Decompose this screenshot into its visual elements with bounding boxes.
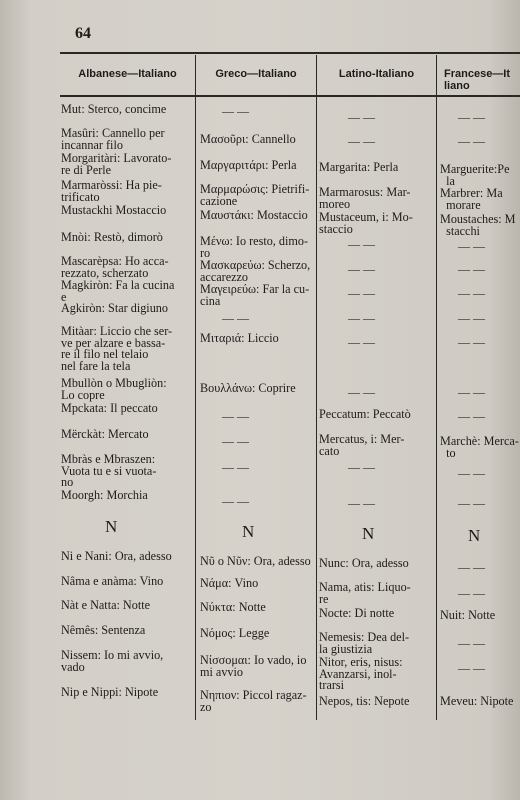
empty-dash: — — (458, 409, 485, 423)
empty-dash: — — (458, 661, 485, 675)
empty-dash: — — (222, 494, 249, 508)
greco-entry: Νύκτα: Notte (200, 600, 266, 614)
empty-dash: — — (348, 496, 375, 510)
column-header-greco: Greco—Italiano (215, 68, 297, 80)
greco-entry: Μιταριά: Liccio (200, 331, 279, 345)
latino-entry: Nama, atis: Liquo- re (319, 580, 411, 606)
greco-entry: Μαυστάκι: Mostaccio (200, 208, 308, 222)
greco-entry: Βουλλάνω: Coprire (200, 381, 296, 395)
albanese-entry: Mbullòn o Mbugliòn: Lo copre (61, 376, 167, 402)
empty-dash: — — (222, 460, 249, 474)
empty-dash: — — (458, 110, 485, 124)
francese-entry: Marbrer: Ma morare (440, 188, 503, 212)
empty-dash: — — (458, 636, 485, 650)
empty-dash: — — (222, 409, 249, 423)
albanese-entry: Nâma e anàma: Vino (61, 574, 164, 588)
empty-dash: — — (348, 311, 375, 325)
section-letter-n: N (242, 522, 255, 541)
column-header-latino: Latino-Italiano (338, 68, 415, 80)
empty-dash: — — (222, 104, 249, 118)
albanese-entry: Mustackhi Mostaccio (61, 203, 167, 217)
albanese-entry: Marmaròssi: Ha pie- trificato (61, 178, 162, 204)
latino-entry: Nepos, tis: Nepote (319, 694, 410, 708)
empty-dash: — — (222, 311, 249, 325)
section-letter-n: N (362, 524, 375, 543)
top-rule (60, 52, 520, 54)
greco-entry: Μασοῦρι: Cannello (200, 132, 296, 146)
empty-dash: — — (458, 496, 485, 510)
francese-entry: Nuit: Notte (440, 610, 496, 622)
albanese-entry: Mbràs e Mbraszen: Vuota tu e si vuota- no (61, 452, 157, 490)
greco-entry: Νόμος: Legge (200, 626, 270, 640)
francese-entry: Meveu: Nipote (440, 696, 514, 708)
albanese-entry: Mpckata: Il peccato (61, 401, 158, 415)
empty-dash: — — (348, 134, 375, 148)
page-number: 64 (75, 25, 91, 42)
greco-entry: Μαρμαρώσις: Pietrifi- cazione (200, 182, 310, 208)
empty-dash: — — (222, 434, 249, 448)
albanese-entry: Ni e Nani: Ora, adesso (61, 549, 172, 563)
albanese-entry: Moorgh: Morchia (61, 488, 148, 502)
empty-dash: — — (348, 110, 375, 124)
albanese-entry: Mërckàt: Mercato (61, 427, 149, 441)
greco-entry: Νῦ ο Νῦν: Ora, adesso (200, 554, 311, 568)
empty-dash: — — (458, 385, 485, 399)
header-rule (60, 95, 520, 97)
column-divider (436, 55, 437, 720)
empty-dash: — — (458, 262, 485, 276)
column-header-francese: Francese—It liano (444, 68, 511, 92)
empty-dash: — — (348, 237, 375, 251)
albanese-entry: Nêmês: Sentenza (61, 623, 146, 637)
latino-entry: Mustaceum, i: Mo- staccio (319, 210, 413, 236)
empty-dash: — — (348, 460, 375, 474)
column-header-albanese: Albanese—Italiano (78, 68, 177, 80)
albanese-entry: Magkiròn: Fa la cucina e (61, 278, 175, 304)
empty-dash: — — (348, 335, 375, 349)
latino-entry: Mercatus, i: Mer- cato (319, 432, 405, 458)
albanese-entry: Nissem: Io mi avvio, vado (61, 648, 164, 674)
francese-entry: Marguerite:Pe la (440, 164, 510, 188)
empty-dash: — — (458, 286, 485, 300)
albanese-entry: Mitàar: Liccio che ser- ve per alzare e bassa- re il filo nel telaio nel fare la tela (61, 324, 173, 373)
albanese-entry: Nip e Nippi: Nipote (61, 685, 159, 699)
empty-dash: — — (458, 335, 485, 349)
albanese-entry: Mnòi: Restò, dimorò (61, 230, 163, 244)
latino-entry: Nocte: Di notte (319, 606, 395, 620)
greco-entry: Νάμα: Vino (200, 576, 259, 590)
greco-entry: Νηπιον: Piccol ragaz- zo (200, 688, 307, 714)
greco-entry: Μαγειρεύω: Far la cu- cina (200, 282, 310, 308)
empty-dash: — — (458, 466, 485, 480)
section-letter-n: N (468, 526, 481, 545)
albanese-entry: Mascarèpsa: Ho acca- rezzato, scherzato (61, 254, 169, 280)
francese-entry: Marchè: Merca- to (440, 436, 519, 460)
empty-dash: — — (458, 134, 485, 148)
francese-entry: Moustaches: M stacchi (440, 214, 516, 238)
empty-dash: — — (348, 262, 375, 276)
empty-dash: — — (458, 586, 485, 600)
albanese-entry: Masûri: Cannello per incannar filo (61, 126, 165, 152)
section-letter-n: N (105, 517, 118, 536)
greco-entry: Νίσσομαι: Io vado, io mi avvio (200, 653, 307, 679)
greco-entry: Μαργαριτάρι: Perla (200, 158, 297, 172)
albanese-entry: Morgaritàri: Lavorato- re di Perle (61, 151, 172, 177)
empty-dash: — — (348, 286, 375, 300)
empty-dash: — — (458, 311, 485, 325)
column-divider (316, 55, 317, 720)
empty-dash: — — (348, 385, 375, 399)
empty-dash: — — (458, 560, 485, 574)
albanese-entry: Mut: Sterco, concime (61, 102, 167, 116)
albanese-entry: Nàt e Natta: Notte (61, 598, 151, 612)
latino-entry: Nunc: Ora, adesso (319, 556, 409, 570)
greco-entry: Μασκαρεύω: Scherzo, accarezzo (200, 258, 311, 284)
albanese-entry: Agkiròn: Star digiuno (61, 301, 168, 315)
latino-entry: Nitor, eris, nisus: Avanzarsi, inol- trarsi (319, 655, 403, 693)
latino-entry: Peccatum: Peccatò (319, 407, 411, 421)
greco-entry: Μένω: Io resto, dimo- ro (200, 234, 309, 260)
latino-entry: Nemesis: Dea del- la giustizia (319, 630, 410, 656)
latino-entry: Marmarosus: Mar- moreo (319, 185, 411, 211)
column-divider (195, 55, 196, 720)
latino-entry: Margarita: Perla (319, 160, 399, 174)
empty-dash: — — (458, 239, 485, 253)
